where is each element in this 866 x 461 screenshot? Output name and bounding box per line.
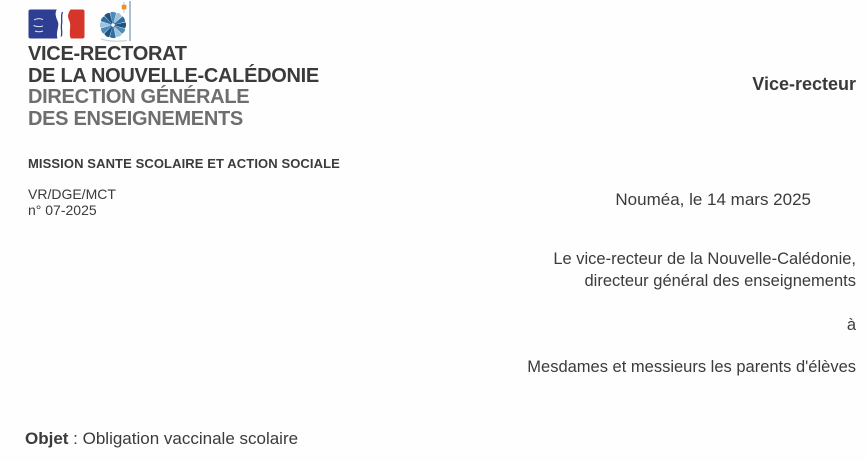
org-name-line-2: DE LA NOUVELLE-CALÉDONIE <box>28 64 319 87</box>
org-name-line-3: DIRECTION GÉNÉRALE <box>28 86 250 108</box>
subject-label: Objet <box>25 429 69 448</box>
reference-code: VR/DGE/MCT <box>28 186 116 202</box>
recipient-line: Mesdames et messieurs les parents d'élèves <box>527 358 856 376</box>
reference-number: n° 07-2025 <box>28 201 97 218</box>
org-name-line-4: DES ENSEIGNEMENTS <box>28 107 243 130</box>
new-caledonia-nautilus-emblem-icon <box>97 0 143 48</box>
subject-text: : Obligation vaccinale scolaire <box>68 429 299 448</box>
sender-line-1: Le vice-recteur de la Nouvelle-Calédonie, <box>553 250 856 268</box>
sender-line-2: directeur général des enseignements <box>584 272 856 290</box>
signatory-title: Vice-recteur <box>752 74 856 94</box>
recipient-preposition: à <box>846 316 856 334</box>
org-name <box>28 44 319 130</box>
mission-label: MISSION SANTE SCOLAIRE ET ACTION SOCIALE <box>28 156 340 171</box>
subject-line <box>25 429 298 449</box>
date-line: Nouméa, le 14 mars 2025 <box>615 190 811 209</box>
reference-block <box>28 187 116 218</box>
org-name-line-1: VICE-RECTORAT <box>28 43 187 65</box>
french-flag-marianne-icon <box>28 9 85 44</box>
